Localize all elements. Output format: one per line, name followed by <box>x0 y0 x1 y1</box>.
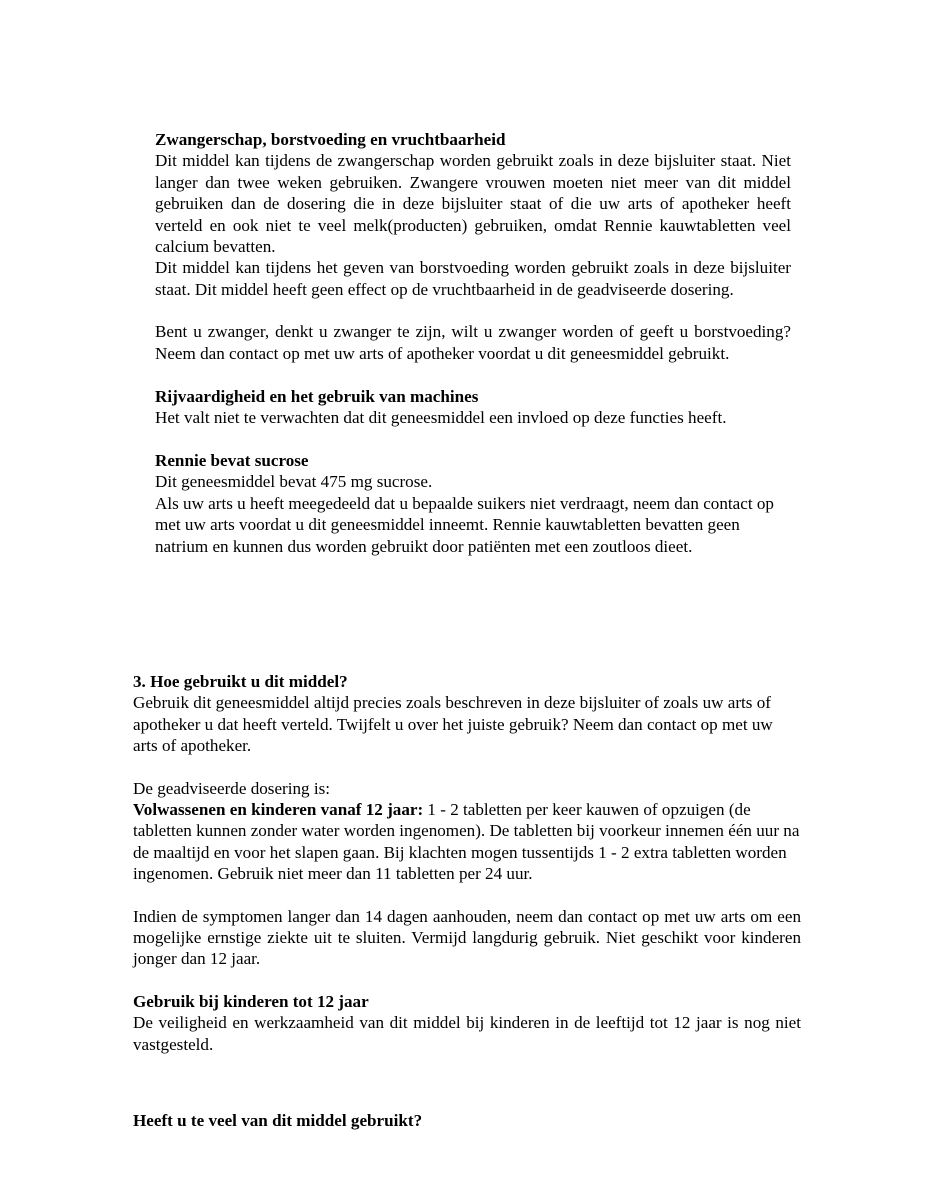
heading-pregnancy-breastfeeding-fertility: Zwangerschap, borstvoeding en vruchtbaarheid <box>155 130 506 149</box>
paragraph-driving-1: Het valt niet te verwachten dat dit geneesmiddel een invloed op deze functies heeft. <box>155 408 727 428</box>
paragraph-children-1: De veiligheid en werkzaamheid van dit middel bij kinderen in de leeftijd tot 12 jaar is nog niet vastgesteld. <box>133 1013 801 1054</box>
heading-section-3-how-to-use: 3. Hoe gebruikt u dit middel? <box>133 672 348 691</box>
spacer <box>155 364 791 386</box>
heading-use-in-children-under-12: Gebruik bij kinderen tot 12 jaar <box>133 991 369 1011</box>
paragraph-dosage-adults <box>133 799 801 885</box>
spacer <box>133 757 801 778</box>
dosage-instruction-text: 1 - 2 tabletten per keer kauwen of opzuigen (de tabletten kunnen zonder water worden ingenomen). De tabletten bij voorkeur innemen één uur na de maaltijd en voor het slapen gaan. Bij klachten mogen tussentijds 1 - 2 extra tabletten worden ingenomen. Gebruik niet meer dan 11 tabletten per 24 uur. <box>133 800 800 884</box>
spacer <box>155 429 791 450</box>
paragraph-dosage-intro: De geadviseerde dosering is: <box>133 778 330 798</box>
paragraph-pregnancy-1: Dit middel kan tijdens de zwangerschap worden gebruikt zoals in deze bijsluiter staat. Niet langer dan twee weken gebruiken. Zwangere vrouwen moeten niet meer van dit middel gebruiken dan de dosering die in deze bijsluiter staat of die uw arts of apotheker heeft verteld en ook niet te veel melk(producten) gebruiken, omdat Rennie kauwtabletten veel calcium bevatten. <box>155 151 791 257</box>
spacer <box>133 885 801 906</box>
spacer <box>133 1055 801 1110</box>
lower-text-block <box>133 671 801 1132</box>
paragraph-how-to-use-1: Gebruik dit geneesmiddel altijd precies zoals beschreven in deze bijsluiter of zoals uw arts of apotheker u dat heeft verteld. Twijfelt u over het juiste gebruik? Neem dan contact op met uw arts of apotheker. <box>133 693 773 756</box>
paragraph-sucrose-1: Dit geneesmiddel bevat 475 mg sucrose. <box>155 472 433 492</box>
upper-text-block <box>155 129 791 557</box>
heading-driving-and-machines: Rijvaardigheid en het gebruik van machines <box>155 387 479 407</box>
spacer <box>133 970 801 991</box>
heading-rennie-contains-sucrose: Rennie bevat sucrose <box>155 450 309 470</box>
paragraph-symptoms-warning: Indien de symptomen langer dan 14 dagen aanhouden, neem dan contact op met uw arts om een mogelijke ernstige ziekte uit te sluiten. Vermijd langdurig gebruik. Niet geschikt voor kinderen jonger dan 12 jaar. <box>133 906 801 969</box>
paragraph-sucrose-2: Als uw arts u heeft meegedeeld dat u bepaalde suikers niet verdraagt, neem dan contact op met uw arts voordat u dit geneesmiddel inneemt. Rennie kauwtabletten bevatten geen natrium en kunnen dus worden gebruikt door patiënten met een zoutloos dieet. <box>155 493 774 556</box>
dosage-age-label: Volwassenen en kinderen vanaf 12 jaar: <box>133 800 424 820</box>
heading-overdose: Heeft u te veel van dit middel gebruikt? <box>133 1111 423 1131</box>
paragraph-pregnancy-2: Dit middel kan tijdens het geven van borstvoeding worden gebruikt zoals in deze bijsluiter staat. Dit middel heeft geen effect op de vruchtbaarheid in de geadviseerde dosering. <box>155 258 791 299</box>
spacer <box>155 300 791 321</box>
paragraph-pregnancy-3: Bent u zwanger, denkt u zwanger te zijn, wilt u zwanger worden of geeft u borstvoeding? Neem dan contact op met uw arts of apotheker voordat u dit geneesmiddel gebruikt. <box>155 322 791 363</box>
